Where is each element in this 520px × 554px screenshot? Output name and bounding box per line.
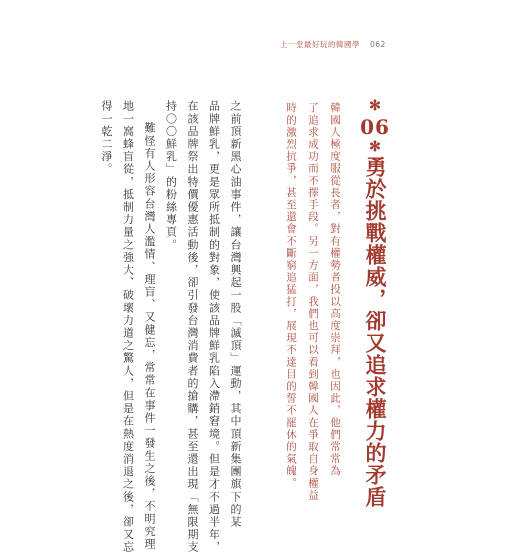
- chapter-title: 勇於挑戰權威，卻又追求權力的矛盾: [363, 156, 388, 508]
- body-line: 難怪有人形容台灣人濫情、理盲、又健忘，常常在事件一發生之後，不明究理: [143, 122, 156, 551]
- body-line: 之前頂新黑心油事件，讓台灣興起一股「滅頂」運動，其中頂新集團旗下的某: [229, 100, 242, 529]
- body-line: 地一窩蜂盲從，抵制力量之強大、破壞力道之驚人，但是在熱度消退之後，卻又忘: [121, 100, 135, 554]
- star-ornament-icon: ✻: [367, 139, 383, 156]
- body-line: 得一乾二淨。: [100, 100, 113, 176]
- body-line: 持〇〇鮮乳」的粉絲專頁。: [164, 100, 178, 252]
- chapter-heading: [360, 98, 390, 508]
- intro-line: 時的激烈抗爭，甚至還會不斷窮追猛打，展現不達目的誓不罷休的氣魄。: [285, 102, 297, 490]
- body-line: 在該品牌祭出特價優惠活動後，卻引發台灣消費者的搶購，甚至還出現「無限期支: [186, 100, 199, 554]
- body-line: 品牌鮮乳，更是眾所抵制的對象，使該品牌鮮乳陷入滯銷窘境。但是才不過半年，: [207, 100, 221, 554]
- intro-line: 韓國人極度服從長者，對有權勢者投以高度崇拜，也因此，他們常常為: [329, 102, 341, 478]
- chapter-number: 06: [360, 115, 390, 139]
- page-number: 062: [370, 40, 386, 49]
- header-title: 上一堂最好玩的韓國學: [280, 40, 360, 49]
- star-ornament-icon: ✻: [367, 98, 383, 115]
- intro-line: 了追求成功而不擇手段。另一方面，我們也可以看到韓國人在爭取自身權益: [307, 102, 319, 502]
- body-text: [96, 100, 247, 554]
- running-header: [280, 39, 386, 50]
- chapter-intro: [280, 102, 346, 501]
